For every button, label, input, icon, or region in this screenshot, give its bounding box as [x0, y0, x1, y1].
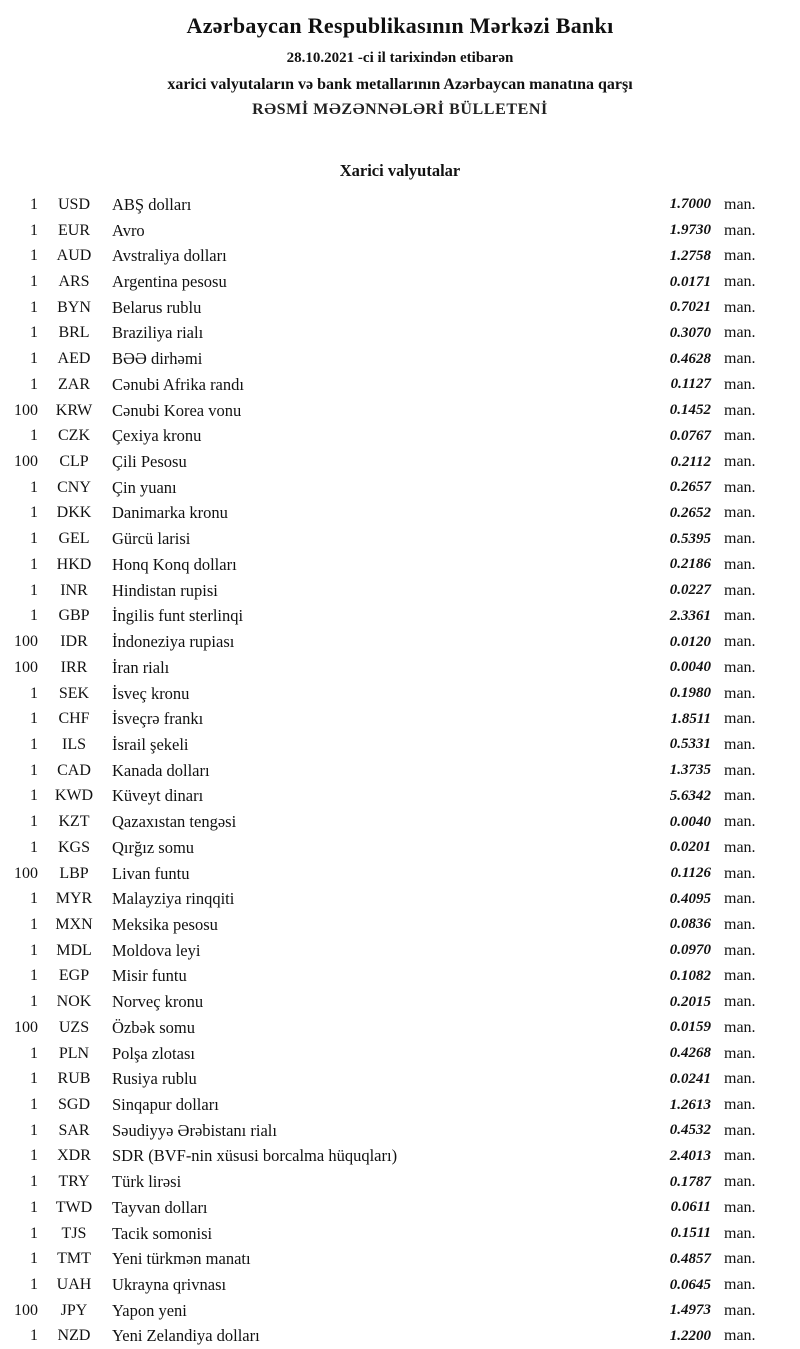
table-row: [0, 1272, 800, 1298]
quantity-cell: 1: [30, 195, 38, 213]
table-row: [0, 475, 800, 501]
rate-value-cell: 0.3070: [669, 324, 711, 341]
currency-code-cell: HKD: [56, 555, 92, 573]
rate-unit-cell: man.: [724, 324, 756, 342]
currency-code-cell: CNY: [57, 478, 91, 496]
currency-code-cell: CHF: [58, 710, 90, 728]
currency-name-cell: ABŞ dolları: [112, 194, 192, 214]
rate-value-cell: 0.1787: [669, 1173, 711, 1190]
table-row: [0, 578, 800, 604]
currency-code-cell: NZD: [57, 1327, 91, 1345]
rate-value-cell: 0.4628: [669, 350, 711, 367]
rate-value-cell: 0.4095: [669, 890, 711, 907]
rate-value-cell: 0.0040: [669, 659, 711, 676]
quantity-cell: 1: [30, 375, 38, 393]
table-row: [0, 861, 800, 887]
currency-code-cell: CLP: [59, 453, 89, 471]
table-row: [0, 732, 800, 758]
quantity-cell: 1: [30, 478, 38, 496]
rate-unit-cell: man.: [724, 504, 756, 522]
quantity-cell: 1: [30, 555, 38, 573]
rate-unit-cell: man.: [724, 1070, 756, 1088]
currency-code-cell: SAR: [58, 1121, 90, 1139]
currency-code-cell: LBP: [59, 864, 89, 882]
currency-name-cell: Sinqapur dolları: [112, 1095, 219, 1115]
rate-unit-cell: man.: [724, 1121, 756, 1139]
quantity-cell: 100: [14, 401, 38, 419]
rate-unit-cell: man.: [724, 967, 756, 985]
quantity-cell: 1: [30, 710, 38, 728]
rate-unit-cell: man.: [724, 350, 756, 368]
rate-value-cell: 0.5331: [669, 736, 711, 753]
table-row: [0, 1118, 800, 1144]
currency-code-cell: GEL: [58, 530, 90, 548]
rate-unit-cell: man.: [724, 658, 756, 676]
rate-unit-cell: man.: [724, 915, 756, 933]
currency-code-cell: USD: [57, 195, 90, 213]
bulletin-title: RƏSMİ MƏZƏNNƏLƏRİ BÜLLETENİ: [252, 101, 548, 118]
currency-name-cell: SDR (BVF-nin xüsusi borcalma hüquqları): [112, 1146, 398, 1166]
rate-value-cell: 1.2758: [669, 247, 711, 264]
table-row: [0, 964, 800, 990]
quantity-cell: 1: [30, 787, 38, 805]
rate-value-cell: 1.2200: [669, 1327, 711, 1344]
currency-code-cell: SEK: [58, 684, 90, 702]
table-row: [0, 681, 800, 707]
table-row: [0, 218, 800, 244]
currency-name-cell: Yeni Zelandiya dolları: [112, 1326, 260, 1346]
rate-value-cell: 0.0120: [669, 633, 711, 650]
currency-code-cell: KZT: [58, 813, 90, 831]
rate-unit-cell: man.: [724, 453, 756, 471]
rate-unit-cell: man.: [724, 607, 756, 625]
currency-name-cell: Özbək somu: [112, 1017, 195, 1037]
currency-code-cell: XDR: [57, 1147, 91, 1165]
currency-code-cell: ARS: [58, 273, 90, 291]
currency-code-cell: RUB: [57, 1070, 91, 1088]
table-row: [0, 1015, 800, 1041]
currency-name-cell: İndoneziya rupiası: [112, 632, 235, 652]
rate-value-cell: 0.7021: [669, 299, 711, 316]
rate-unit-cell: man.: [724, 710, 756, 728]
currency-name-cell: Səudiyyə Ərəbistanı rialı: [112, 1120, 277, 1140]
currency-name-cell: Rusiya rublu: [112, 1069, 197, 1089]
table-row: [0, 321, 800, 347]
quantity-cell: 1: [30, 581, 38, 599]
currency-code-cell: JPY: [60, 1301, 88, 1319]
currency-name-cell: Yapon yeni: [112, 1300, 187, 1320]
currency-name-cell: Çin yuanı: [112, 477, 177, 497]
table-row: [0, 1246, 800, 1272]
rate-unit-cell: man.: [724, 1327, 756, 1345]
currency-name-cell: Qırğız somu: [112, 837, 195, 857]
table-row: [0, 269, 800, 295]
rate-unit-cell: man.: [724, 787, 756, 805]
rate-value-cell: 0.2657: [669, 479, 711, 496]
currency-name-cell: Polşa zlotası: [112, 1043, 195, 1063]
rate-unit-cell: man.: [724, 555, 756, 573]
currency-name-cell: İsveçrə frankı: [112, 709, 204, 729]
table-row: [0, 1092, 800, 1118]
quantity-cell: 1: [30, 967, 38, 985]
table-row: [0, 552, 800, 578]
currency-name-cell: Küveyt dinarı: [112, 786, 204, 806]
rate-value-cell: 0.0836: [669, 916, 711, 933]
quantity-cell: 1: [30, 530, 38, 548]
rate-value-cell: 2.4013: [669, 1147, 711, 1164]
rate-value-cell: 0.0611: [670, 1199, 711, 1216]
currency-name-cell: Yeni türkmən manatı: [112, 1249, 251, 1269]
rate-value-cell: 1.2613: [669, 1096, 711, 1113]
rate-value-cell: 0.0159: [669, 1019, 711, 1036]
quantity-cell: 100: [14, 658, 38, 676]
table-row: [0, 758, 800, 784]
rate-unit-cell: man.: [724, 761, 756, 779]
currency-code-cell: BYN: [57, 298, 91, 316]
currency-code-cell: KWD: [54, 787, 94, 805]
rate-unit-cell: man.: [724, 1173, 756, 1191]
table-row: [0, 989, 800, 1015]
rate-value-cell: 0.4857: [669, 1250, 711, 1267]
rate-unit-cell: man.: [724, 427, 756, 445]
currency-name-cell: Kanada dolları: [112, 760, 210, 780]
table-row: [0, 243, 800, 269]
rate-value-cell: 0.4268: [669, 1045, 711, 1062]
rate-unit-cell: man.: [724, 864, 756, 882]
effective-date-line: 28.10.2021 -ci il tarixindən etibarən: [286, 50, 514, 66]
rate-value-cell: 0.5395: [669, 530, 711, 547]
rate-unit-cell: man.: [724, 221, 756, 239]
quantity-cell: 1: [30, 607, 38, 625]
rate-value-cell: 1.3735: [669, 762, 711, 779]
currency-code-cell: KGS: [57, 838, 90, 856]
currency-code-cell: MYR: [55, 890, 93, 908]
rate-value-cell: 0.0970: [669, 942, 711, 959]
rate-value-cell: 0.1126: [670, 865, 711, 882]
currency-name-cell: İsrail şekeli: [112, 734, 189, 754]
currency-code-cell: EGP: [58, 967, 90, 985]
rate-value-cell: 1.4973: [669, 1302, 711, 1319]
quantity-cell: 1: [30, 1147, 38, 1165]
rate-value-cell: 2.3361: [669, 607, 711, 624]
quantity-cell: 1: [30, 684, 38, 702]
table-row: [0, 1041, 800, 1067]
quantity-cell: 1: [30, 1198, 38, 1216]
rate-value-cell: 0.1127: [670, 376, 711, 393]
rate-value-cell: 0.2015: [669, 993, 711, 1010]
currency-name-cell: Gürcü larisi: [112, 529, 191, 549]
table-row: [0, 295, 800, 321]
quantity-cell: 1: [30, 1096, 38, 1114]
table-row: [0, 526, 800, 552]
currency-code-cell: EUR: [58, 221, 90, 239]
rate-value-cell: 0.1082: [669, 967, 711, 984]
table-row: [0, 629, 800, 655]
currency-name-cell: Çili Pesosu: [112, 452, 187, 472]
table-row: [0, 423, 800, 449]
currency-code-cell: TRY: [58, 1173, 90, 1191]
rate-value-cell: 0.0201: [669, 839, 711, 856]
quantity-cell: 1: [30, 1250, 38, 1268]
currency-name-cell: Cənubi Korea vonu: [112, 400, 242, 420]
currency-code-cell: ZAR: [58, 375, 90, 393]
currency-name-cell: İran rialı: [112, 657, 170, 677]
currency-code-cell: UAH: [56, 1276, 92, 1294]
table-row: [0, 912, 800, 938]
quantity-cell: 1: [30, 1224, 38, 1242]
currency-name-cell: Hindistan rupisi: [112, 580, 218, 600]
currency-name-cell: Norveç kronu: [112, 992, 204, 1012]
quantity-cell: 1: [30, 1276, 38, 1294]
quantity-cell: 1: [30, 761, 38, 779]
table-row: [0, 604, 800, 630]
rate-value-cell: 0.1452: [669, 402, 711, 419]
currency-code-cell: BRL: [58, 324, 90, 342]
currency-name-cell: BƏƏ dirhəmi: [112, 349, 203, 369]
currency-code-cell: IDR: [60, 633, 88, 651]
rate-unit-cell: man.: [724, 890, 756, 908]
rate-unit-cell: man.: [724, 1198, 756, 1216]
currency-name-cell: Avro: [112, 220, 145, 240]
table-row: [0, 372, 800, 398]
rate-unit-cell: man.: [724, 1018, 756, 1036]
currency-name-cell: Cənubi Afrika randı: [112, 374, 244, 394]
quantity-cell: 1: [30, 915, 38, 933]
currency-code-cell: MXN: [55, 915, 93, 933]
table-row: [0, 1195, 800, 1221]
rate-value-cell: 0.1511: [670, 1225, 711, 1242]
currency-name-cell: Qazaxıstan tengəsi: [112, 812, 237, 832]
currency-name-cell: Danimarka kronu: [112, 503, 228, 523]
rate-value-cell: 0.2652: [669, 504, 711, 521]
rate-unit-cell: man.: [724, 1301, 756, 1319]
quantity-cell: 1: [30, 941, 38, 959]
rate-value-cell: 0.1980: [669, 685, 711, 702]
table-row: [0, 706, 800, 732]
table-row: [0, 1169, 800, 1195]
currency-name-cell: Ukrayna qrivnası: [112, 1275, 227, 1295]
currency-code-cell: TJS: [61, 1224, 87, 1242]
currency-name-cell: Malayziya rinqqiti: [112, 889, 235, 909]
quantity-cell: 100: [14, 1018, 38, 1036]
quantity-cell: 1: [30, 247, 38, 265]
currency-name-cell: Misir funtu: [112, 966, 187, 986]
page-title: Azərbaycan Respublikasının Mərkəzi Bankı: [186, 13, 614, 38]
quantity-cell: 1: [30, 221, 38, 239]
rate-value-cell: 1.7000: [669, 196, 711, 213]
rate-unit-cell: man.: [724, 581, 756, 599]
table-row: [0, 938, 800, 964]
rate-unit-cell: man.: [724, 1147, 756, 1165]
rate-value-cell: 1.9730: [669, 222, 711, 239]
rate-unit-cell: man.: [724, 1250, 756, 1268]
quantity-cell: 1: [30, 427, 38, 445]
currency-name-cell: Meksika pesosu: [112, 914, 218, 934]
currency-code-cell: PLN: [58, 1044, 90, 1062]
rate-unit-cell: man.: [724, 1276, 756, 1294]
rate-value-cell: 0.0241: [669, 1070, 711, 1087]
rate-value-cell: 5.6342: [669, 787, 711, 804]
rate-unit-cell: man.: [724, 813, 756, 831]
quantity-cell: 1: [30, 1121, 38, 1139]
quantity-cell: 1: [30, 504, 38, 522]
quantity-cell: 1: [30, 324, 38, 342]
rate-unit-cell: man.: [724, 941, 756, 959]
currency-name-cell: Moldova leyi: [112, 940, 201, 960]
quantity-cell: 1: [30, 350, 38, 368]
table-row: [0, 192, 800, 218]
rate-unit-cell: man.: [724, 993, 756, 1011]
table-row: [0, 835, 800, 861]
table-row: [0, 1324, 800, 1349]
rate-value-cell: 1.8511: [670, 710, 711, 727]
table-row: [0, 655, 800, 681]
table-row: [0, 1221, 800, 1247]
scope-line: xarici valyutaların və bank metallarının Azərbaycan manatına qarşı: [167, 76, 633, 93]
currency-name-cell: İsveç kronu: [112, 683, 190, 703]
quantity-cell: 1: [30, 273, 38, 291]
currency-code-cell: DKK: [56, 504, 92, 522]
quantity-cell: 1: [30, 1327, 38, 1345]
currency-code-cell: SGD: [57, 1096, 90, 1114]
currency-name-cell: Tayvan dolları: [112, 1197, 208, 1217]
currency-name-cell: İngilis funt sterlinqi: [112, 606, 244, 626]
currency-code-cell: GBP: [58, 607, 90, 625]
quantity-cell: 1: [30, 298, 38, 316]
currency-code-cell: INR: [60, 581, 88, 599]
rate-unit-cell: man.: [724, 735, 756, 753]
currency-code-cell: AED: [57, 350, 91, 368]
currency-code-cell: NOK: [56, 993, 92, 1011]
rate-value-cell: 0.0227: [669, 582, 711, 599]
rate-unit-cell: man.: [724, 401, 756, 419]
table-row: [0, 501, 800, 527]
table-row: [0, 346, 800, 372]
currency-name-cell: Çexiya kronu: [112, 426, 202, 446]
rate-value-cell: 0.0645: [669, 1276, 711, 1293]
table-row: [0, 809, 800, 835]
currency-name-cell: Livan funtu: [112, 863, 190, 883]
currency-name-cell: Belarus rublu: [112, 297, 202, 317]
quantity-cell: 1: [30, 838, 38, 856]
rate-unit-cell: man.: [724, 684, 756, 702]
rate-unit-cell: man.: [724, 1224, 756, 1242]
section-title-foreign-currencies: Xarici valyutalar: [339, 161, 461, 180]
table-row: [0, 1298, 800, 1324]
currency-code-cell: TWD: [55, 1198, 93, 1216]
quantity-cell: 1: [30, 1173, 38, 1191]
rate-value-cell: 0.0040: [669, 813, 711, 830]
currency-code-cell: MDL: [56, 941, 92, 959]
quantity-cell: 100: [14, 1301, 38, 1319]
rate-value-cell: 0.0171: [669, 273, 711, 290]
rate-unit-cell: man.: [724, 633, 756, 651]
currency-code-cell: IRR: [60, 658, 88, 676]
currency-code-cell: AUD: [56, 247, 92, 265]
currency-code-cell: CZK: [58, 427, 90, 445]
quantity-cell: 1: [30, 1044, 38, 1062]
quantity-cell: 100: [14, 864, 38, 882]
quantity-cell: 1: [30, 813, 38, 831]
quantity-cell: 1: [30, 890, 38, 908]
currency-name-cell: Braziliya rialı: [112, 323, 204, 343]
table-row: [0, 784, 800, 810]
currency-code-cell: UZS: [58, 1018, 90, 1036]
rates-table: [0, 192, 800, 1349]
currency-code-cell: ILS: [62, 735, 86, 753]
quantity-cell: 1: [30, 993, 38, 1011]
quantity-cell: 100: [14, 453, 38, 471]
rate-value-cell: 0.2112: [670, 453, 711, 470]
rate-unit-cell: man.: [724, 838, 756, 856]
currency-name-cell: Honq Konq dolları: [112, 554, 237, 574]
rate-unit-cell: man.: [724, 375, 756, 393]
currency-name-cell: Türk lirəsi: [112, 1172, 182, 1192]
table-row: [0, 1144, 800, 1170]
quantity-cell: 1: [30, 1070, 38, 1088]
rate-unit-cell: man.: [724, 195, 756, 213]
rate-unit-cell: man.: [724, 530, 756, 548]
currency-name-cell: Avstraliya dolları: [112, 246, 227, 266]
currency-code-cell: KRW: [55, 401, 93, 419]
rate-unit-cell: man.: [724, 1044, 756, 1062]
table-row: [0, 449, 800, 475]
currency-code-cell: CAD: [57, 761, 91, 779]
rate-value-cell: 0.0767: [669, 427, 711, 444]
rate-unit-cell: man.: [724, 247, 756, 265]
table-row: [0, 398, 800, 424]
table-row: [0, 886, 800, 912]
currency-name-cell: Argentina pesosu: [112, 272, 227, 292]
rate-unit-cell: man.: [724, 478, 756, 496]
rate-unit-cell: man.: [724, 1096, 756, 1114]
currency-name-cell: Tacik somonisi: [112, 1223, 213, 1243]
rate-value-cell: 0.2186: [669, 556, 711, 573]
table-row: [0, 1066, 800, 1092]
rate-unit-cell: man.: [724, 273, 756, 291]
rate-unit-cell: man.: [724, 298, 756, 316]
currency-code-cell: TMT: [57, 1250, 91, 1268]
quantity-cell: 100: [14, 633, 38, 651]
rate-value-cell: 0.4532: [669, 1122, 711, 1139]
quantity-cell: 1: [30, 735, 38, 753]
